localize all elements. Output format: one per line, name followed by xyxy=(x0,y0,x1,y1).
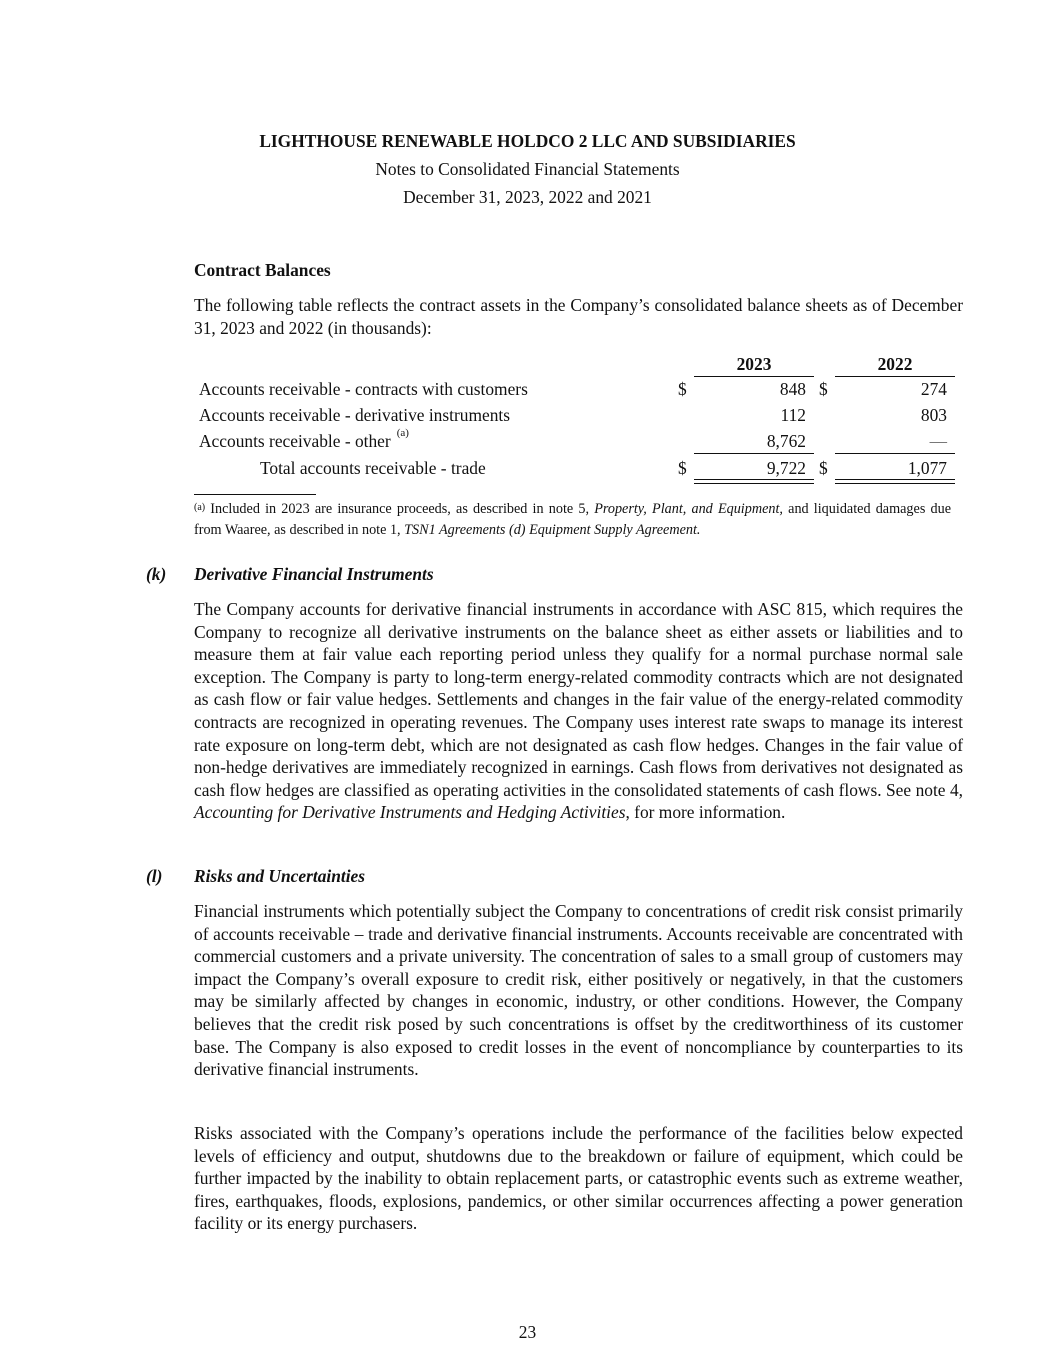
value-2022: 1,077 xyxy=(907,458,947,478)
value-2022: 274 xyxy=(920,379,947,399)
footnote-ref-tsn1: TSN1 Agreements (d) Equipment Supply Agreement. xyxy=(404,522,701,538)
table-footnote xyxy=(194,499,951,541)
section-k-body xyxy=(194,598,963,824)
row-label-text: Accounts receivable - other xyxy=(199,431,391,451)
header-rule-2022 xyxy=(835,376,955,377)
value-2023: 848 xyxy=(779,379,806,399)
value-2023: 8,762 xyxy=(766,431,806,451)
value-2022: 803 xyxy=(920,405,947,425)
footnote-ref-ppe: Property, Plant, and Equipment, xyxy=(594,501,783,517)
page-number: 23 xyxy=(518,1322,537,1342)
row-label xyxy=(199,427,409,452)
row-label: Accounts receivable - derivative instruments xyxy=(199,405,510,425)
section-l-para-2: Risks associated with the Company’s operations include the performance of the facilities below expected levels of efficiency and output, shutdowns due to the breakdown or failure of equipment, which could be further impacted by the inability to obtain replacement parts, or catastrophic events such as extreme weather, fires, earthquakes, floods, explosions, pandemics, or other similar occurrences affecting a power generation facility or its energy purchasers. xyxy=(194,1123,963,1234)
subtotal-rule-2023 xyxy=(694,453,814,454)
contract-balances-intro: The following table reflects the contract assets in the Company’s consolidated balance sheets as of December 31, 2023 and 2022 (in thousands): xyxy=(194,295,963,338)
dollar-sign: $ xyxy=(678,458,687,478)
row-label: Total accounts receivable - trade xyxy=(260,458,486,478)
row-label: Accounts receivable - contracts with customers xyxy=(199,379,528,399)
value-2023: 112 xyxy=(780,405,806,425)
section-k-title: Derivative Financial Instruments xyxy=(194,564,434,584)
header-rule-2023 xyxy=(694,376,814,377)
footnote-separator xyxy=(194,494,316,495)
section-k-text-end: , for more information. xyxy=(625,802,786,823)
dollar-sign: $ xyxy=(819,379,828,399)
column-header-2022: 2022 xyxy=(877,354,913,374)
statement-dates: December 31, 2023, 2022 and 2021 xyxy=(403,187,652,207)
dollar-sign: $ xyxy=(678,379,687,399)
section-l-title: Risks and Uncertainties xyxy=(194,866,366,886)
subtotal-rule-2022 xyxy=(835,453,955,454)
dollar-sign: $ xyxy=(819,458,828,478)
footnote-text: Included in 2023 are insurance proceeds, as described in note 5, xyxy=(205,501,595,517)
footnote-marker: (a) xyxy=(396,427,409,439)
value-2023: 9,722 xyxy=(766,458,806,478)
column-header-2023: 2023 xyxy=(736,354,772,374)
footnote-text: and liquidated damages due from Waaree, as described in note 1, xyxy=(194,501,952,538)
document-subtitle: Notes to Consolidated Financial Statements xyxy=(375,159,680,179)
section-l-para-1: Financial instruments which potentially subject the Company to concentrations of credit risk consist primarily of accounts receivable – trade and derivative financial instruments. Accounts receivable are concentrated with commercial customers and a private university. The concentration of sales to a small group of customers may impact the Company’s overall exposure to credit risk, either positively or negatively, in that the customers may be similarly affected by changes in economic, industry, or other conditions. However, the Company believes that the credit risk posed by such concentrations is offset by the creditworthiness of its customer base. The Company is also exposed to credit losses in the event of noncompliance by counterparties to its derivative financial instruments. xyxy=(194,901,963,1080)
total-double-rule-2023 xyxy=(694,479,814,484)
contract-balances-heading: Contract Balances xyxy=(194,260,331,280)
contract-balances-table xyxy=(194,350,963,490)
value-2022: — xyxy=(929,431,947,451)
section-k-note-ref: Accounting for Derivative Instruments and Hedging Activities xyxy=(194,802,626,823)
section-k-letter: (k) xyxy=(146,564,167,584)
company-name: LIGHTHOUSE RENEWABLE HOLDCO 2 LLC AND SUBSIDIARIES xyxy=(259,131,796,151)
section-l-letter: (l) xyxy=(146,866,163,886)
footnote-marker: (a) xyxy=(194,502,206,513)
section-k-text: The Company accounts for derivative financial instruments in accordance with ASC 815, which requires the Company to recognize all derivative instruments on the balance sheet as either assets or liabilities and to measure them at fair value each reporting period unless they qualify for a normal purchase normal sale exception. The Company is party to long-term energy-related commodity contracts which are not designated as cash flow or fair value hedges. Settlements and changes in the fair value of the energy-related commodity contracts are recognized in operating revenues. The Company uses interest rate swaps to manage its interest rate exposure on long-term debt, which are not designated as cash flow hedges. Changes in the fair value of non-hedge derivatives are immediately recognized in earnings. Cash flows from derivatives not designated as cash flow hedges are classified as operating activities in the consolidated statements of cash flows. See note 4, xyxy=(194,599,963,800)
total-double-rule-2022 xyxy=(835,479,955,484)
